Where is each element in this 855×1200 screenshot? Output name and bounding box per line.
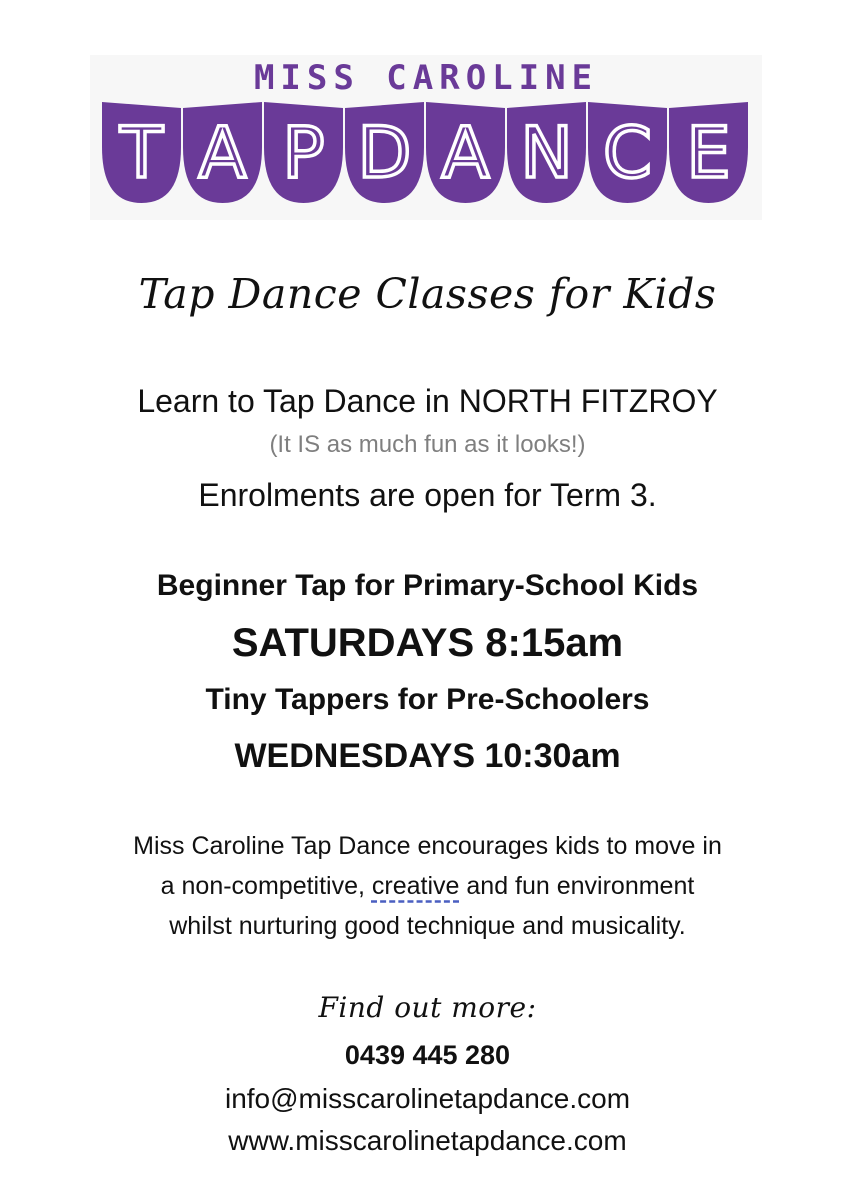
logo-badge-letter: A: [441, 112, 490, 194]
tap-dance-logo-graphic: [90, 55, 762, 220]
logo-badge-letter: A: [198, 112, 247, 194]
description-line-2-start: a non-competitive,: [160, 872, 372, 900]
description-line-2: [0, 866, 855, 906]
logo: [90, 55, 762, 220]
logo-badge-letter: C: [603, 112, 652, 194]
contact-phone: 0439 445 280: [344, 1040, 511, 1070]
tagline: Tap Dance Classes for Kids: [138, 270, 717, 318]
find-out-more-heading: Find out more:: [318, 991, 537, 1024]
spellcheck-word: creative: [371, 872, 460, 900]
description-line-3: whilst nurturing good technique and musicality.: [169, 912, 686, 940]
logo-badge-letter: D: [357, 112, 412, 194]
intro-enrolments: Enrolments are open for Term 3.: [198, 477, 657, 513]
logo-badge-letter: P: [282, 112, 325, 194]
logo-badges: [102, 102, 748, 203]
description: [0, 826, 855, 946]
logo-top-text: MISS CAROLINE: [253, 58, 599, 98]
beginner-class-time: SATURDAYS 8:15am: [231, 621, 624, 665]
logo-badge-letter: T: [120, 112, 163, 194]
beginner-class-title: Beginner Tap for Primary-School Kids: [156, 569, 699, 602]
intro-location: Learn to Tap Dance in NORTH FITZROY: [137, 383, 718, 419]
description-line-1: Miss Caroline Tap Dance encourages kids to move in: [133, 832, 722, 860]
contact-website: www.misscarolinetapdance.com: [228, 1125, 627, 1156]
logo-badge-letter: N: [520, 112, 573, 194]
intro-aside: (It IS as much fun as it looks!): [269, 431, 586, 458]
contact-email: info@misscarolinetapdance.com: [224, 1083, 631, 1114]
tiny-tappers-title: Tiny Tappers for Pre-Schoolers: [205, 683, 650, 716]
tiny-tappers-time: WEDNESDAYS 10:30am: [234, 737, 621, 775]
logo-badge-letter: E: [686, 112, 731, 194]
description-line-2-end: and fun environment: [459, 872, 695, 900]
